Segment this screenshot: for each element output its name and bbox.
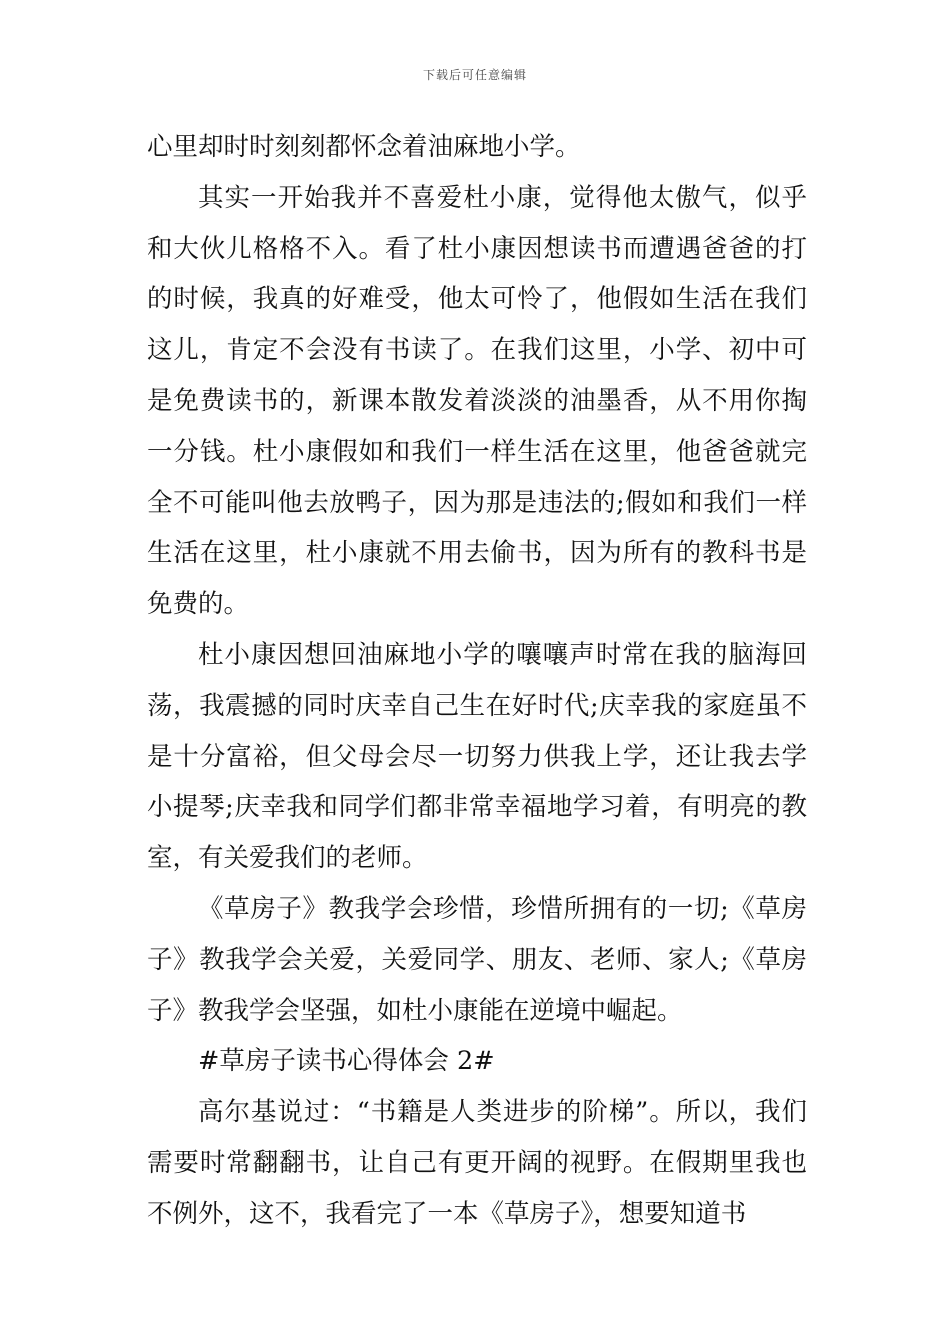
paragraph: 其实一开始我并不喜爱杜小康，觉得他太傲气，似乎和大伙儿格格不入。看了杜小康因想读书而遭遇爸爸的打的时候，我真的好难受，他太可怜了，他假如生活在我们这儿，肯定不会没有书读了。在我们这里，小学、初中可是免费读书的，新课本散发着淡淡的油墨香，从不用你掏一分钱。杜小康假如和我们一样生活在这里，他爸爸就完全不可能叫他去放鸭子，因为那是违法的;假如和我们一样生活在这里，杜小康就不用去偷书，因为所有的教科书是免费的。: [147, 182, 807, 620]
document-body: [147, 122, 807, 1240]
section-heading: #草房子读书心得体会 2#: [198, 1046, 495, 1077]
paragraph: 《草房子》教我学会珍惜，珍惜所拥有的一切;《草房子》教我学会关爱，关爱同学、朋友、老师、家人;《草房子》教我学会坚强，如杜小康能在逆境中崛起。: [147, 893, 807, 1026]
paragraph: 高尔基说过：“书籍是人类进步的阶梯”。所以，我们需要时常翻翻书，让自己有更开阔的视野。在假期里我也不例外，这不，我看完了一本《草房子》，想要知道书: [147, 1097, 807, 1229]
paragraph-continuation: 心里却时时刻刻都怀念着油麻地小学。: [147, 132, 581, 162]
paragraph: 杜小康因想回油麻地小学的嚷嚷声时常在我的脑海回荡，我震撼的同时庆幸自己生在好时代;庆幸我的家庭虽不是十分富裕，但父母会尽一切努力供我上学，还让我去学小提琴;庆幸我和同学们都非常幸福地学习着，有明亮的教室，有关爱我们的老师。: [147, 639, 807, 874]
page-header: 下载后可任意编辑: [422, 68, 527, 82]
